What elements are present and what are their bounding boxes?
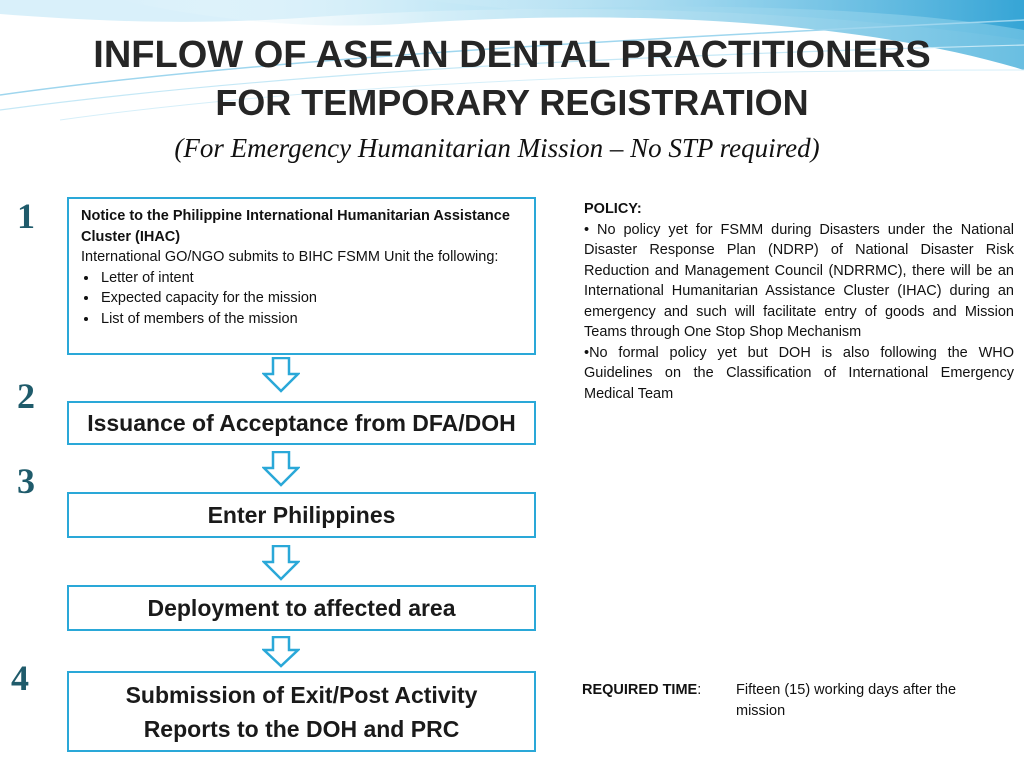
acceptance-label: Issuance of Acceptance from DFA/DOH [87, 410, 516, 436]
step-box-enter [67, 492, 536, 538]
down-arrow-icon [262, 545, 300, 581]
down-arrow-icon [262, 636, 300, 668]
step-number-4: 4 [11, 658, 29, 698]
deployment-label: Deployment to affected area [147, 595, 456, 621]
notice-bullet-item: • Expected capacity for the mission [99, 288, 522, 309]
page-title-line1: INFLOW OF ASEAN DENTAL PRACTITIONERS [93, 34, 931, 76]
step-box-acceptance [67, 401, 536, 445]
submission-label-line2: Reports to the DOH and PRC [143, 715, 460, 742]
step-number-2: 2 [17, 376, 35, 416]
required-time-label: REQUIRED TIME [582, 682, 698, 698]
required-time [582, 680, 1012, 719]
notice-heading: Notice to the Philippine International Humanitarian Assistance Cluster (IHAC) [81, 208, 510, 245]
down-arrow-icon [262, 357, 300, 393]
policy-point-2: •No formal policy yet but DOH is also following the WHO Guidelines on the Classification of International Emergency Medical Team [584, 344, 1014, 402]
step-box-notice [67, 197, 536, 355]
policy-heading: POLICY: [584, 201, 642, 217]
notice-body: International GO/NGO submits to BIHC FSMM Unit the following: [81, 249, 499, 265]
notice-bullet-item: • Letter of intent [99, 268, 522, 289]
required-time-value: Fifteen (15) working days after the mission [736, 682, 957, 719]
notice-bullet-item: • List of members of the mission [99, 309, 522, 330]
step-number-3: 3 [17, 461, 35, 501]
step-box-deployment [67, 585, 536, 631]
step-box-submission [67, 671, 536, 752]
page-title-line2: FOR TEMPORARY REGISTRATION [215, 82, 809, 123]
notice-bullet-list [81, 268, 522, 330]
page-subtitle: (For Emergency Humanitarian Mission – No STP required) [174, 133, 820, 163]
step-number-1: 1 [17, 196, 35, 236]
enter-label: Enter Philippines [207, 502, 396, 528]
submission-label-line1: Submission of Exit/Post Activity [125, 681, 478, 708]
policy-panel [584, 199, 1014, 404]
policy-point-1: • No policy yet for FSMM during Disasters under the National Disaster Response Plan (NDRP) of National Disaster Risk Reduction and Management Council (NDRRMC), there will be an International Humanitarian Assistance Cluster (IHAC) during an emergency and such will facilitate entry of goods and Mission Teams through One Stop Shop Mechanism [584, 221, 1014, 340]
down-arrow-icon [262, 451, 300, 487]
required-time-colon: : [697, 682, 702, 698]
